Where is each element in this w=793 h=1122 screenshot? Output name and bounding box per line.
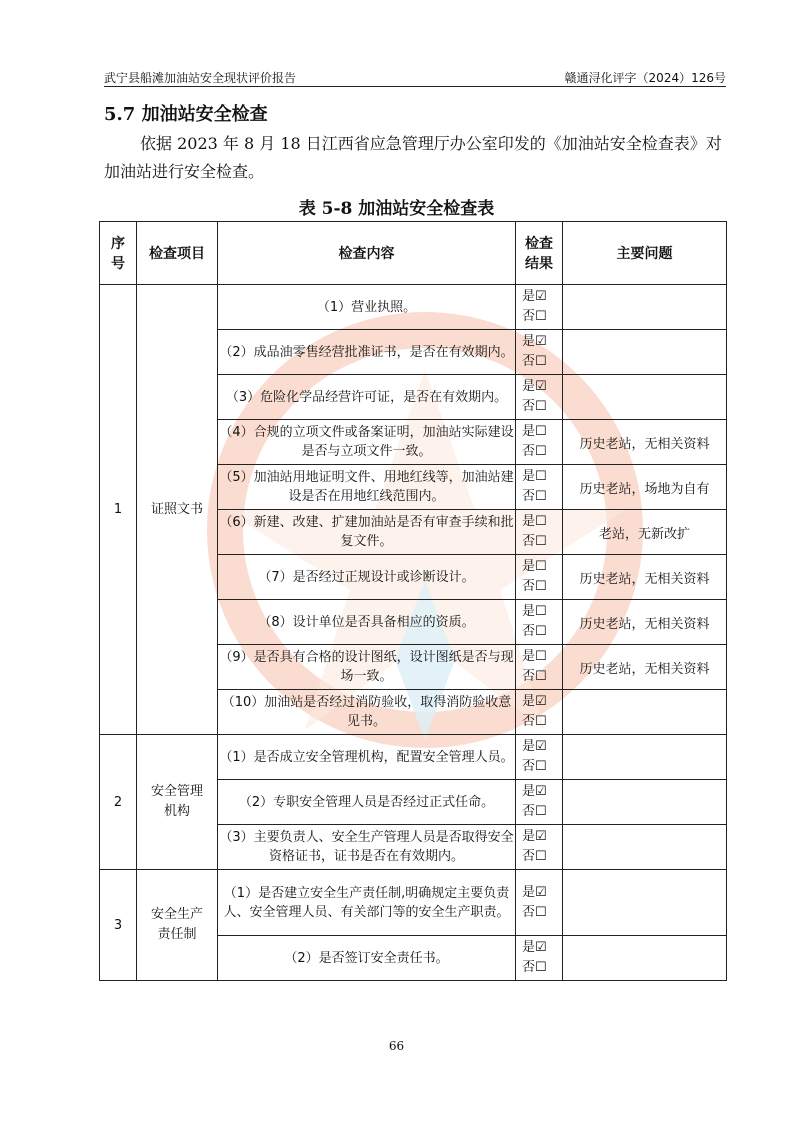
check-issue	[563, 285, 727, 330]
check-result	[516, 420, 563, 465]
check-content: （10）加油站是否经过消防验收，取得消防验收意见书。	[218, 690, 516, 735]
result-yes: 是☑	[522, 784, 547, 799]
result-yes: 是☐	[522, 604, 547, 619]
check-content: （2）成品油零售经营批准证书，是否在有效期内。	[218, 330, 516, 375]
check-issue	[563, 375, 727, 420]
result-yes: 是☑	[522, 829, 547, 844]
check-issue: 历史老站，无相关资料	[563, 600, 727, 645]
check-content: （6）新建、改建、扩建加油站是否有审查手续和批复文件。	[218, 510, 516, 555]
check-issue: 历史老站，无相关资料	[563, 645, 727, 690]
result-yes: 是☑	[522, 694, 547, 709]
result-no: 否☐	[522, 804, 547, 819]
check-result	[516, 465, 563, 510]
table-row	[100, 870, 727, 936]
header-item: 检查项目	[137, 222, 218, 285]
result-yes: 是☐	[522, 649, 547, 664]
result-yes: 是☑	[522, 940, 547, 955]
check-issue	[563, 780, 727, 825]
check-result	[516, 375, 563, 420]
check-result	[516, 600, 563, 645]
result-no: 否☐	[522, 579, 547, 594]
result-no: 否☐	[522, 960, 547, 975]
result-no: 否☐	[522, 669, 547, 684]
check-issue	[563, 825, 727, 870]
result-yes: 是☑	[522, 379, 547, 394]
check-issue: 历史老站，场地为自有	[563, 465, 727, 510]
check-content: （1）是否建立安全生产责任制,明确规定主要负责人、安全管理人员、有关部门等的安全生产职责。	[218, 870, 516, 936]
group-no: 3	[100, 870, 137, 981]
check-issue: 历史老站，无相关资料	[563, 555, 727, 600]
section-title: 5.7 加油站安全检查	[104, 104, 268, 125]
check-content: （3）主要负责人、安全生产管理人员是否取得安全资格证书，证书是否在有效期内。	[218, 825, 516, 870]
group-no: 2	[100, 735, 137, 870]
safety-check-table	[99, 221, 727, 981]
check-issue: 历史老站，无相关资料	[563, 420, 727, 465]
check-result	[516, 690, 563, 735]
result-no: 否☐	[522, 489, 547, 504]
table-row	[100, 735, 727, 780]
check-result	[516, 870, 563, 936]
table-header-row	[100, 222, 727, 285]
header-report-title: 武宁县船滩加油站安全现状评价报告	[104, 71, 297, 85]
check-issue	[563, 330, 727, 375]
result-yes: 是☐	[522, 514, 547, 529]
result-no: 否☐	[522, 759, 547, 774]
check-result	[516, 330, 563, 375]
intro-paragraph	[104, 130, 726, 186]
check-content: （5）加油站用地证明文件、用地红线等，加油站建设是否在用地红线范围内。	[218, 465, 516, 510]
result-yes: 是☐	[522, 424, 547, 439]
result-no: 否☐	[522, 354, 547, 369]
check-issue	[563, 735, 727, 780]
check-content: （2）是否签订安全责任书。	[218, 936, 516, 981]
page-header	[104, 66, 726, 87]
result-no: 否☐	[522, 309, 547, 324]
group-no: 1	[100, 285, 137, 735]
check-result	[516, 825, 563, 870]
result-no: 否☐	[522, 444, 547, 459]
header-content: 检查内容	[218, 222, 516, 285]
group-item: 证照文书	[137, 285, 218, 735]
group-item: 安全管理机构	[137, 735, 218, 870]
check-issue: 老站，无新改扩	[563, 510, 727, 555]
result-yes: 是☑	[522, 289, 547, 304]
check-content: （9）是否具有合格的设计图纸，设计图纸是否与现场一致。	[218, 645, 516, 690]
intro-paragraph-text: 依据 2023 年 8 月 18 日江西省应急管理厅办公室印发的《加油站安全检查表》对加油站进行安全检查。	[104, 134, 722, 181]
check-content: （7）是否经过正规设计或诊断设计。	[218, 555, 516, 600]
header-report-number: 赣通浔化评字（2024）126号	[564, 71, 726, 85]
result-yes: 是☐	[522, 469, 547, 484]
result-no: 否☐	[522, 399, 547, 414]
check-result	[516, 510, 563, 555]
group-item: 安全生产责任制	[137, 870, 218, 981]
result-no: 否☐	[522, 849, 547, 864]
check-issue	[563, 870, 727, 936]
result-yes: 是☐	[522, 559, 547, 574]
result-yes: 是☑	[522, 739, 547, 754]
result-no: 否☐	[522, 904, 547, 920]
page-number: 66	[388, 1039, 405, 1053]
result-no: 否☐	[522, 624, 547, 639]
check-result	[516, 735, 563, 780]
check-result	[516, 645, 563, 690]
check-content: （3）危险化学品经营许可证，是否在有效期内。	[218, 375, 516, 420]
check-issue	[563, 936, 727, 981]
result-no: 否☐	[522, 714, 547, 729]
header-result: 检查结果	[516, 222, 563, 285]
header-issue: 主要问题	[563, 222, 727, 285]
header-no: 序号	[100, 222, 137, 285]
table-row	[100, 285, 727, 330]
result-yes: 是☑	[522, 884, 547, 900]
check-content: （8）设计单位是否具备相应的资质。	[218, 600, 516, 645]
check-result	[516, 780, 563, 825]
table-caption: 表 5-8 加油站安全检查表	[298, 199, 495, 219]
check-content: （2）专职安全管理人员是否经过正式任命。	[218, 780, 516, 825]
check-issue	[563, 690, 727, 735]
result-no: 否☐	[522, 534, 547, 549]
result-yes: 是☑	[522, 334, 547, 349]
check-content: （4）合规的立项文件或备案证明，加油站实际建设是否与立项文件一致。	[218, 420, 516, 465]
check-result	[516, 555, 563, 600]
check-content: （1）是否成立安全管理机构，配置安全管理人员。	[218, 735, 516, 780]
check-content: （1）营业执照。	[218, 285, 516, 330]
check-result	[516, 285, 563, 330]
check-result	[516, 936, 563, 981]
